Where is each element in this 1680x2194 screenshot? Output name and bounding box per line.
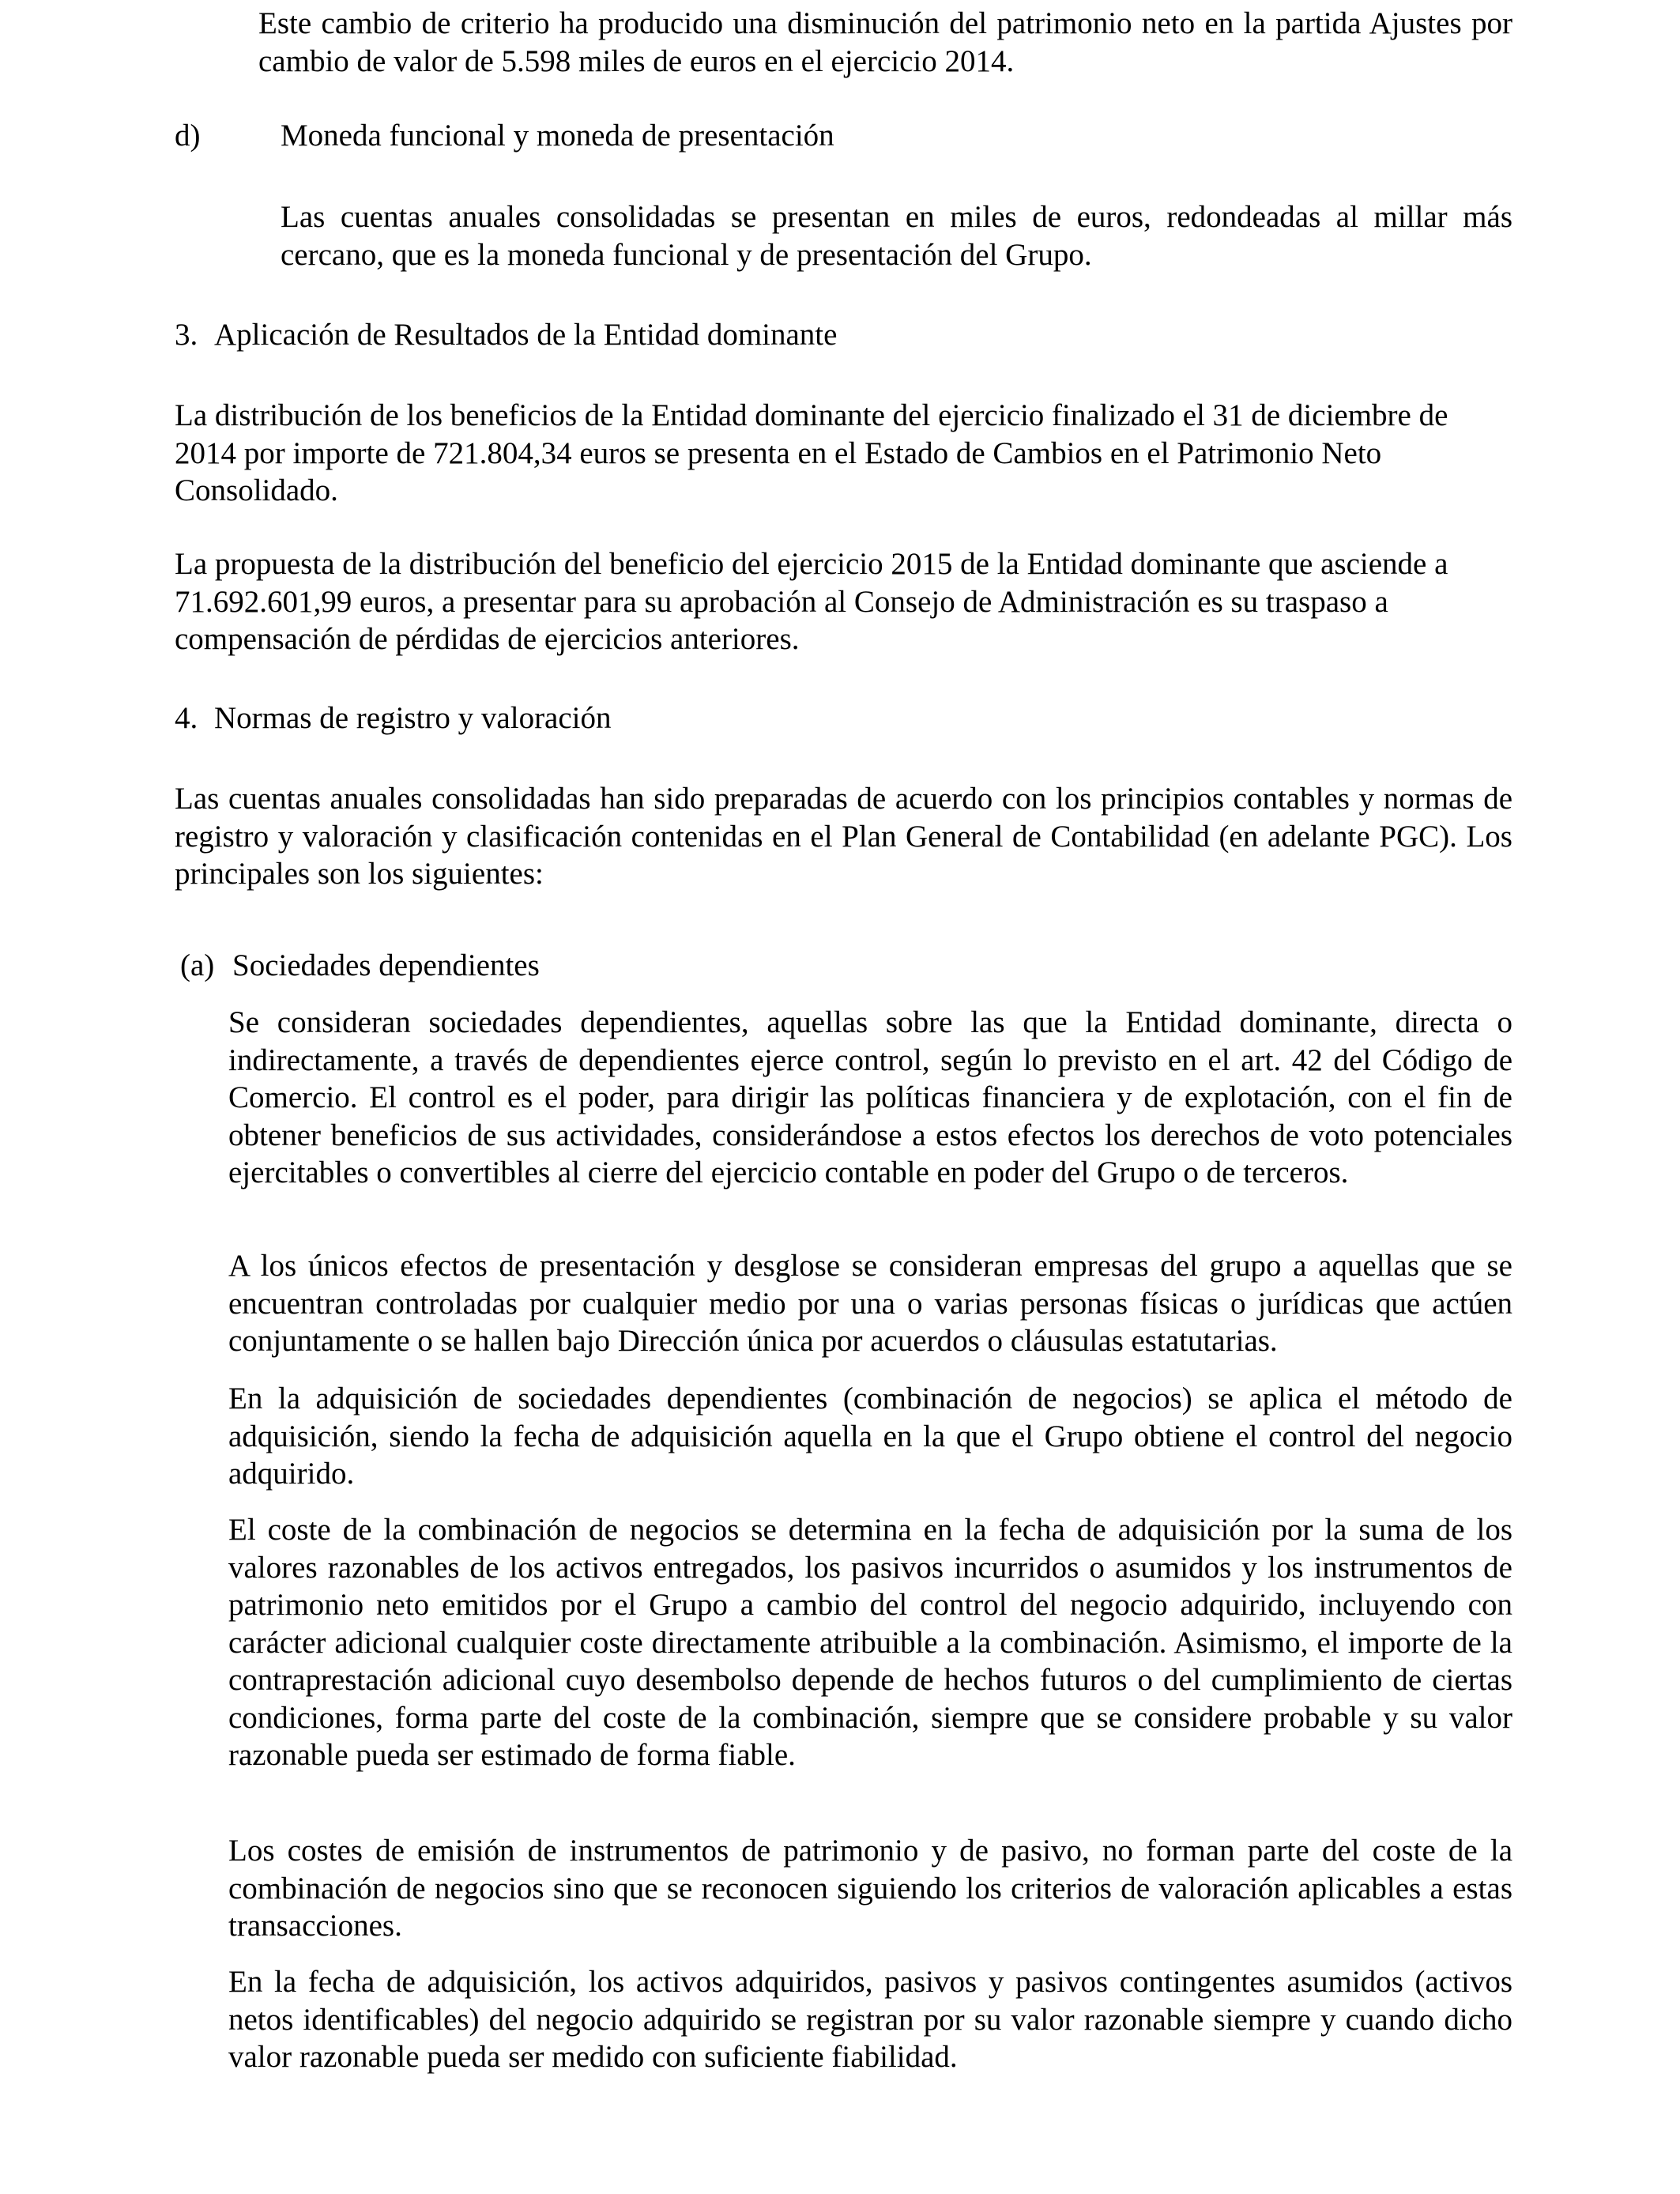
subsection-a-title: Sociedades dependientes <box>232 948 540 982</box>
section-d-title: Moneda funcional y moneda de presentación <box>281 119 834 153</box>
subsection-a-paragraph-4: El coste de la combinación de negocios se determina en la fecha de adquisición por la suma de los valores razonables de los activos entregados, los pasivos incurridos o asumidos y los instrumentos de patrimonio neto emitidos por el Grupo a cambio del control del negocio adquirido, incluyendo con carácter adicional cualquier coste directamente atribuible a la combinación. Asimismo, el importe de la contraprestación adicional cuyo desembolso depende de hechos futuros o del cumplimiento de ciertas condiciones, forma parte del coste de la combinación, siempre que se considere probable y su valor razonable pueda ser estimado de forma fiable. <box>228 1513 1512 1772</box>
section-d-marker: d) <box>175 119 201 153</box>
subsection-a-paragraph-5: Los costes de emisión de instrumentos de patrimonio y de pasivo, no forman parte del coste de la combinación de negocios sino que se reconocen siguiendo los criterios de valoración aplicables a estas transacciones. <box>228 1834 1512 1943</box>
section-d-paragraph: Las cuentas anuales consolidadas se presentan en miles de euros, redondeadas al millar más cercano, que es la moneda funcional y de presentación del Grupo. <box>281 200 1512 272</box>
section-3-paragraph-1: La distribución de los beneficios de la Entidad dominante del ejercicio finalizado el 31 de diciembre de 2014 por importe de 721.804,34 euros se presenta en el Estado de Cambios en el Patrimonio Neto Consolidado. <box>175 398 1448 507</box>
subsection-a-paragraph-1: Se consideran sociedades dependientes, aquellas sobre las que la Entidad dominante, directa o indirectamente, a través de dependientes ejerce control, según lo previsto en el art. 42 del Código de Comercio. El control es el poder, para dirigir las políticas financiera y de explotación, con el fin de obtener beneficios de sus actividades, considerándose a estos efectos los derechos de voto potenciales ejercitables o convertibles al cierre del ejercicio contable en poder del Grupo o de terceros. <box>228 1005 1512 1189</box>
section-3-number: 3. <box>175 318 198 352</box>
section-3-title: Aplicación de Resultados de la Entidad dominante <box>214 318 838 352</box>
subsection-a-marker: (a) <box>180 948 215 982</box>
section-4-intro-paragraph: Las cuentas anuales consolidadas han sido preparadas de acuerdo con los principios contables y normas de registro y valoración y clasificación contenidas en el Plan General de Contabilidad (en adelante PGC). Los principales son los siguientes: <box>175 782 1512 891</box>
section-4-title: Normas de registro y valoración <box>214 701 612 735</box>
section-4-number: 4. <box>175 701 198 735</box>
subsection-a-paragraph-6: En la fecha de adquisición, los activos adquiridos, pasivos y pasivos contingentes asumidos (activos netos identificables) del negocio adquirido se registran por su valor razonable siempre y cuando dicho valor razonable pueda ser medido con suficiente fiabilidad. <box>228 1965 1512 2074</box>
subsection-a-paragraph-2: A los únicos efectos de presentación y desglose se consideran empresas del grupo a aquellas que se encuentran controladas por cualquier medio por una o varias personas físicas o jurídicas que actúen conjuntamente o se hallen bajo Dirección única por acuerdos o cláusulas estatutarias. <box>228 1249 1512 1358</box>
intro-paragraph: Este cambio de criterio ha producido una disminución del patrimonio neto en la partida Ajustes por cambio de valor de 5.598 miles de euros en el ejercicio 2014. <box>258 6 1512 78</box>
subsection-a-paragraph-3: En la adquisición de sociedades dependientes (combinación de negocios) se aplica el método de adquisición, siendo la fecha de adquisición aquella en la que el Grupo obtiene el control del negocio adquirido. <box>228 1382 1512 1491</box>
section-3-paragraph-2: La propuesta de la distribución del beneficio del ejercicio 2015 de la Entidad dominante que asciende a 71.692.601,99 euros, a presentar para su aprobación al Consejo de Administración es su traspaso a compensación de pérdidas de ejercicios anteriores. <box>175 547 1448 656</box>
